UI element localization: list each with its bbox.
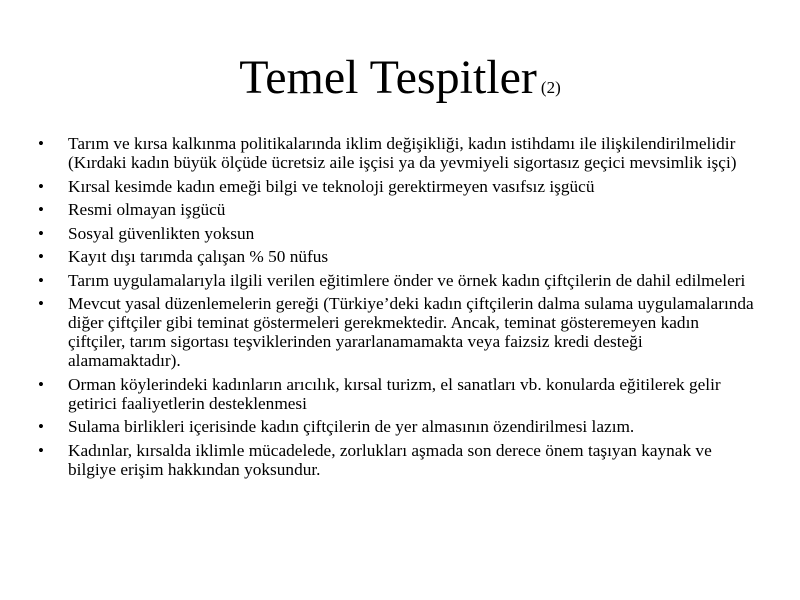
bullet-dot: •: [38, 134, 44, 153]
slide-title-text: Temel Tespitler: [239, 51, 537, 104]
bullet-text: Tarım ve kırsa kalkınma politikalarında iklim değişikliği, kadın istihdamı ile ilişkilendirilmelidir (Kırdaki kadın büyük ölçüde ücretsiz aile işçisi ya da yevmiyeli sigortasız geçici mevsimlik işçi): [68, 134, 737, 172]
bullet-item-8: [38, 375, 758, 413]
bullet-dot: •: [38, 374, 44, 394]
bullet-text: Orman köylerindeki kadınların arıcılık, kırsal turizm, el sanatları vb. konularda eğitilerek gelir getirici faaliyetlerin desteklenmesi: [68, 374, 721, 413]
bullet-dot: •: [38, 440, 44, 460]
bullet-text: Kadınlar, kırsalda iklimle mücadelede, zorlukları aşmada son derece önem taşıyan kaynak ve bilgiye erişim hakkından yoksundur.: [68, 440, 712, 479]
bullet-dot: •: [38, 294, 44, 313]
bullet-item-6: [38, 271, 758, 290]
bullet-dot: •: [38, 223, 44, 243]
slide-title-suffix: (2): [540, 78, 561, 97]
bullet-text: Tarım uygulamalarıyla ilgili verilen eğitimlere önder ve örnek kadın çiftçilerin de dahil edilmeleri: [68, 270, 746, 290]
bullet-dot: •: [38, 417, 44, 436]
bullet-item-10: [38, 441, 758, 479]
bullet-item-1: [38, 134, 758, 172]
bullet-text: Mevcut yasal düzenlemelerin gereği (Türkiye’deki kadın çiftçilerin dalma sulama uygulamalarında diğer çiftçiler gibi teminat göstermeleri gerekmektedir. Ancak, teminat gösteremeyen kadın çiftçiler, tarım sigortası teşviklerinden yararlanamamakta veya faizsiz kredi desteği alamamaktadır).: [68, 294, 754, 370]
bullet-item-9: [38, 417, 758, 436]
bullet-text: Sulama birlikleri içerisinde kadın çiftçilerin de yer almasının özendirilmesi lazım.: [68, 417, 635, 436]
bullet-text: Resmi olmayan işgücü: [68, 200, 226, 219]
slide-title: [0, 50, 800, 116]
bullet-dot: •: [38, 270, 44, 290]
bullet-item-3: [38, 200, 758, 219]
bullet-dot: •: [38, 176, 44, 196]
bullet-item-7: [38, 294, 758, 370]
bullet-list: [38, 134, 758, 483]
bullet-text: Sosyal güvenlikten yoksun: [68, 223, 255, 243]
bullet-item-2: [38, 177, 758, 196]
bullet-text: Kayıt dışı tarımda çalışan % 50 nüfus: [68, 247, 329, 266]
bullet-item-5: [38, 247, 758, 266]
bullet-item-4: [38, 224, 758, 243]
bullet-dot: •: [38, 200, 44, 219]
bullet-dot: •: [38, 247, 44, 266]
bullet-text: Kırsal kesimde kadın emeği bilgi ve teknoloji gerektirmeyen vasıfsız işgücü: [68, 176, 595, 196]
